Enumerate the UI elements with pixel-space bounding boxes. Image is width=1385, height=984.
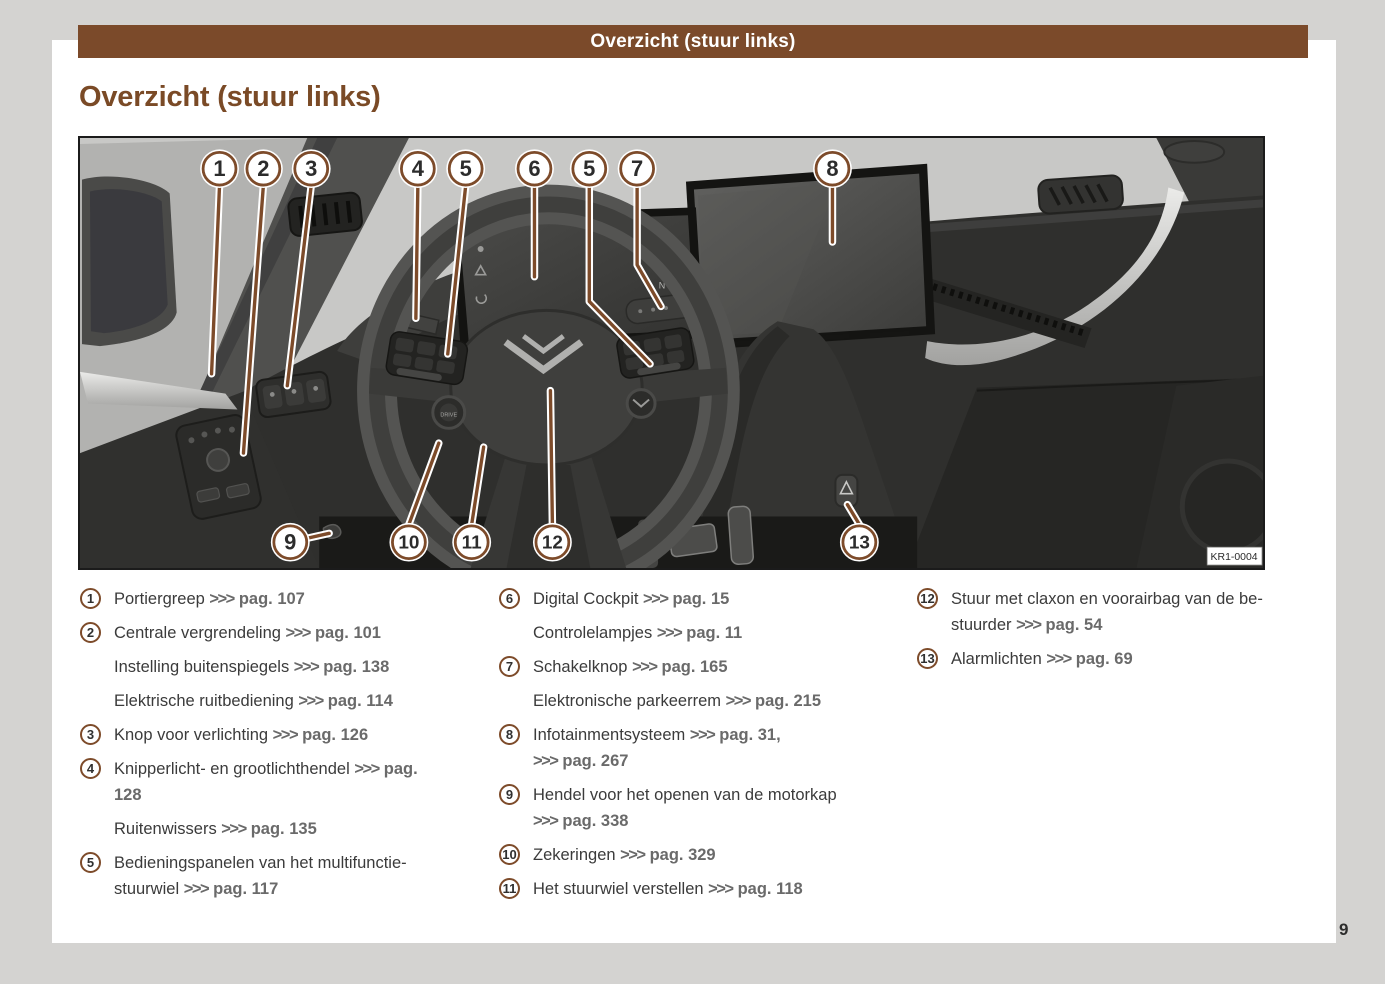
chevron-link-icon: >>> xyxy=(620,846,645,864)
legend-callout-number: 12 xyxy=(917,588,938,609)
legend-indent xyxy=(80,656,101,677)
page-reference[interactable]: pag. 101 xyxy=(314,624,381,642)
chevron-link-icon: >>> xyxy=(209,590,234,608)
svg-text:6: 6 xyxy=(528,156,541,182)
legend-label: stuurder xyxy=(951,616,1017,634)
legend-item xyxy=(80,654,502,680)
legend-label: Elektronische parkeerrem xyxy=(533,692,726,710)
svg-text:DRIVE: DRIVE xyxy=(440,412,458,419)
chevron-link-icon: >>> xyxy=(285,624,310,642)
svg-text:8: 8 xyxy=(826,156,839,182)
legend-callout-number: 3 xyxy=(80,724,101,745)
legend-column-2 xyxy=(499,586,901,910)
legend-item xyxy=(499,620,901,646)
page-reference[interactable]: pag. 267 xyxy=(562,752,629,770)
chevron-link-icon: >>> xyxy=(533,752,558,770)
legend-text xyxy=(114,816,502,842)
chevron-link-icon: >>> xyxy=(1046,650,1071,668)
legend-callout-number: 9 xyxy=(499,784,520,805)
cupra-mode-button[interactable] xyxy=(627,390,655,418)
chevron-link-icon: >>> xyxy=(632,658,657,676)
running-header: Overzicht (stuur links) xyxy=(78,25,1308,58)
engine-start-button[interactable] xyxy=(433,397,465,429)
legend-column-1 xyxy=(80,586,502,910)
legend-item xyxy=(499,876,901,902)
legend-text xyxy=(533,876,901,902)
legend-item xyxy=(917,646,1359,672)
legend-text xyxy=(533,688,901,714)
page-reference[interactable]: pag. 15 xyxy=(672,590,730,608)
legend-indent xyxy=(499,690,520,711)
legend-column-3 xyxy=(917,586,1359,680)
legend-item xyxy=(80,816,502,842)
svg-text:7: 7 xyxy=(631,156,644,182)
legend-label: Digital Cockpit xyxy=(533,590,644,608)
legend-text xyxy=(533,586,901,612)
svg-text:10: 10 xyxy=(398,532,420,554)
svg-text:1: 1 xyxy=(213,156,226,182)
legend-text xyxy=(114,654,502,680)
page-reference[interactable]: pag. 11 xyxy=(686,624,743,642)
legend-text xyxy=(533,842,901,868)
door-speaker xyxy=(1182,461,1263,552)
legend-item xyxy=(499,842,901,868)
legend-text xyxy=(533,620,901,646)
legend-item xyxy=(499,722,901,774)
page-reference[interactable]: pag. 69 xyxy=(1075,650,1133,668)
chevron-link-icon: >>> xyxy=(298,692,323,710)
chevron-link-icon: >>> xyxy=(689,726,715,744)
legend-item xyxy=(499,654,901,680)
page-reference[interactable]: pag. 117 xyxy=(213,880,279,898)
legend-text xyxy=(114,620,502,646)
page-number: 9 xyxy=(1339,920,1349,939)
legend-label: Portiergreep xyxy=(114,590,210,608)
legend-text xyxy=(114,756,502,808)
legend-text xyxy=(533,654,901,680)
legend-callout-number: 5 xyxy=(80,852,101,873)
legend-callout-number: 2 xyxy=(80,622,101,643)
legend-item xyxy=(499,688,901,714)
svg-text:5: 5 xyxy=(583,156,596,182)
chevron-link-icon: >>> xyxy=(183,880,209,898)
legend-label: Het stuurwiel verstellen xyxy=(533,880,709,898)
legend-label: Schakelknop xyxy=(533,658,633,676)
legend-indent xyxy=(499,622,520,643)
svg-text:5: 5 xyxy=(459,156,472,182)
legend-indent xyxy=(80,690,101,711)
page-reference[interactable]: pag. 215 xyxy=(755,692,822,710)
legend-label: Infotainmentsysteem xyxy=(533,726,690,744)
left-air-vent xyxy=(288,192,363,237)
legend-item xyxy=(80,722,502,748)
page-reference[interactable]: pag. 329 xyxy=(649,846,716,864)
legend-label: Instelling buitenspiegels xyxy=(114,658,294,676)
gear-letter: A xyxy=(659,246,666,257)
chevron-link-icon: >>> xyxy=(725,692,750,710)
dashboard-overview-figure xyxy=(78,136,1265,570)
legend-label: Zekeringen xyxy=(533,846,621,864)
page-reference[interactable]: pag. 54 xyxy=(1045,616,1103,634)
legend-item xyxy=(80,620,502,646)
legend-callout-number: 1 xyxy=(80,588,101,609)
legend-item xyxy=(499,782,901,834)
page-reference[interactable]: pag. 118 xyxy=(737,880,803,898)
legend-indent xyxy=(80,818,101,839)
legend-callout-number: 7 xyxy=(499,656,520,677)
chevron-link-icon: >>> xyxy=(221,820,246,838)
chevron-link-icon: >>> xyxy=(708,880,733,898)
legend-callout-number: 10 xyxy=(499,844,520,865)
legend-item xyxy=(499,586,901,612)
legend-item xyxy=(80,688,502,714)
legend-text xyxy=(533,722,901,774)
legend-label: Controlelampjes xyxy=(533,624,657,642)
svg-text:9: 9 xyxy=(284,529,297,555)
chevron-link-icon: >>> xyxy=(293,658,319,676)
legend-text xyxy=(114,586,502,612)
svg-text:11: 11 xyxy=(461,532,482,554)
right-air-vent xyxy=(1038,175,1124,214)
legend-item xyxy=(80,586,502,612)
legend-label: Bedieningspanelen van het multifunctie- xyxy=(114,854,407,872)
page-title: Overzicht (stuur links) xyxy=(79,81,381,113)
accelerator-pedal xyxy=(728,506,754,565)
legend-label: Hendel voor het openen van de motorkap xyxy=(533,786,837,804)
page-reference[interactable]: pag. 31, xyxy=(719,726,781,744)
page-reference[interactable]: pag. 135 xyxy=(250,820,317,838)
legend-text xyxy=(533,782,901,834)
legend-label: Stuur met claxon en voorairbag van de be- xyxy=(951,590,1263,608)
svg-text:12: 12 xyxy=(541,532,563,554)
svg-text:13: 13 xyxy=(848,532,870,554)
legend-callout-number: 13 xyxy=(917,648,938,669)
legend-text xyxy=(114,722,502,748)
page-reference[interactable]: pag. xyxy=(383,760,418,778)
svg-text:4: 4 xyxy=(411,156,424,182)
chevron-link-icon: >>> xyxy=(354,760,379,778)
legend-callout-number: 4 xyxy=(80,758,101,779)
legend-callout-number: 8 xyxy=(499,724,520,745)
legend-item xyxy=(80,756,502,808)
page-reference[interactable]: pag. 107 xyxy=(238,590,305,608)
dashboard-illustration xyxy=(80,138,1263,568)
svg-text:2: 2 xyxy=(257,156,270,182)
airbag-pad xyxy=(451,310,642,465)
chevron-link-icon: >>> xyxy=(272,726,298,744)
legend-label: Elektrische ruitbediening xyxy=(114,692,299,710)
legend-text xyxy=(951,646,1359,672)
legend-label: Knop voor verlichting xyxy=(114,726,273,744)
legend-label: stuurwiel xyxy=(114,880,184,898)
svg-text:KR1-0004: KR1-0004 xyxy=(1210,552,1258,564)
legend-text xyxy=(114,850,502,902)
page-reference[interactable]: pag. 114 xyxy=(327,692,393,710)
chevron-link-icon: >>> xyxy=(656,624,682,642)
legend-label: Knipperlicht- en grootlichthendel xyxy=(114,760,355,778)
legend-label: Centrale vergrendeling xyxy=(114,624,286,642)
dash-speaker xyxy=(1164,141,1224,163)
legend-item xyxy=(80,850,502,902)
legend-item xyxy=(917,586,1359,638)
page-reference[interactable]: pag. 126 xyxy=(302,726,369,744)
legend-label: Alarmlichten xyxy=(951,650,1047,668)
figure-code-label xyxy=(1207,547,1262,565)
page-reference[interactable]: 128 xyxy=(114,786,142,804)
chevron-link-icon: >>> xyxy=(533,812,558,830)
chevron-link-icon: >>> xyxy=(1016,616,1041,634)
page-reference[interactable]: pag. 338 xyxy=(562,812,629,830)
page-reference[interactable]: pag. 138 xyxy=(323,658,390,676)
light-switch-button[interactable] xyxy=(262,384,283,409)
legend-callout-number: 6 xyxy=(499,588,520,609)
light-switch-button[interactable] xyxy=(306,378,327,403)
legend-label: Ruitenwissers xyxy=(114,820,222,838)
svg-text:3: 3 xyxy=(305,156,318,182)
legend-text xyxy=(951,586,1359,638)
legend-callout-number: 11 xyxy=(499,878,520,899)
gear-letter: D/B xyxy=(654,260,670,271)
page-reference[interactable]: pag. 165 xyxy=(661,658,728,676)
gear-letter: N xyxy=(658,280,666,291)
chevron-link-icon: >>> xyxy=(643,590,668,608)
legend-text xyxy=(114,688,502,714)
